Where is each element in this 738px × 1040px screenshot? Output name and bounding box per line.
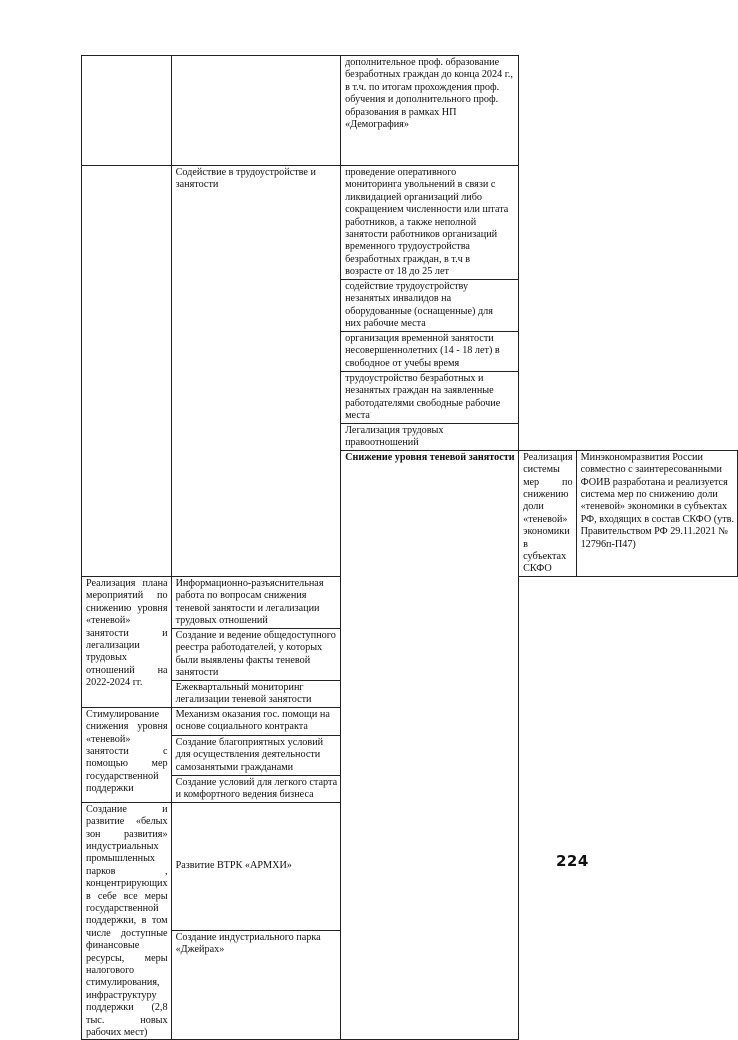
measure-cell [82,56,172,166]
sub-measure-cell [82,576,172,707]
action-cell: Создание условий для легкого старта и комфортного ведения бизнеса [171,775,341,802]
sub-measure-cell [82,707,172,802]
page-number: 224 [556,852,589,870]
sub-measure-cell [171,56,341,166]
action-cell [171,802,341,930]
action-cell: проведение оперативного мониторинга увольнений в связи с ликвидацией организаций либо сокращением численности или штата работников, а также неполной занятости работников организаций временного трудоустройства безработных граждан, в т.ч в возрасте от 18 до 25 лет [341,166,519,280]
sub-measure-text: Создание и развитие «белых зон развития» индустриальных промышленных парков , концентрирующих в себе все меры государственной поддержки, в том числе доступные финансовые ресурсы, меры налогового стимулирования, инфраструктуру поддержки (2,8 тыс. новых рабочих мест) [86,803,168,1038]
action-text: Развитие ВТРК «АРМХИ» [175,860,292,872]
action-cell: содействие трудоустройству незанятых инвалидов на оборудованные (оснащенные) для них рабочие места [341,280,519,332]
action-cell: Механизм оказания гос. помощи на основе социального контракта [171,707,341,735]
action-cell: Информационно-разъяснительная работа по вопросам снижения теневой занятости и легализации трудовых отношений [171,576,341,628]
measures-table [81,55,738,1040]
sub-measure-text: Стимулирование снижения уровня «теневой» занятости с помощью мер государственной поддержки [86,708,168,795]
measure-cell [82,166,172,577]
table-row [82,166,738,280]
action-cell: организация временной занятости несовершеннолетних (14 - 18 лет) в свободное от учебы время [341,332,519,372]
action-cell: Создание индустриального парка «Джейрах» [171,930,341,1040]
measure-title: Снижение уровня теневой занятости [345,451,515,463]
sub-measure-text: Реализация плана мероприятий по снижению уровня «теневой» занятости и легализации трудовых отношений на 2022-2024 гг. [86,577,168,689]
sub-measure-text: Содействие в трудоустройстве и занятости [175,167,316,191]
sub-measure-cell [171,166,341,577]
action-cell: Минэкономразвития России совместно с заинтересованными ФОИВ разработана и реализуется система мер по снижению доли «теневой» экономики в субъектах РФ, входящих в состав СКФО (утв. Правительством РФ 29.11.2021 № 12796п-П47) [576,450,737,576]
action-cell: Создание благоприятных условий для осуществления деятельности самозанятыми гражданами [171,735,341,775]
measure-cell [341,450,519,1040]
table-row [82,56,738,166]
sub-measure-text: Реализация системы мер по снижению доли «теневой» экономики в субъектах СКФО [523,451,573,575]
action-cell: Ежеквартальный мониторинг легализации теневой занятости [171,680,341,707]
sub-measure-cell [519,450,576,576]
action-cell: Создание и ведение общедоступного реестра работодателей, у которых были выявлены факты теневой занятости [171,628,341,680]
action-cell: дополнительное проф. образование безработных граждан до конца 2024 г., в т.ч. по итогам прохождения проф. обучения и дополнительного проф. образования в рамках НП «Демография» [341,56,519,166]
action-cell: Легализация трудовых правоотношений [341,424,519,451]
sub-measure-cell [82,802,172,1040]
action-cell: трудоустройство безработных и незанятых граждан на заявленные работодателями свободные рабочие места [341,372,519,424]
